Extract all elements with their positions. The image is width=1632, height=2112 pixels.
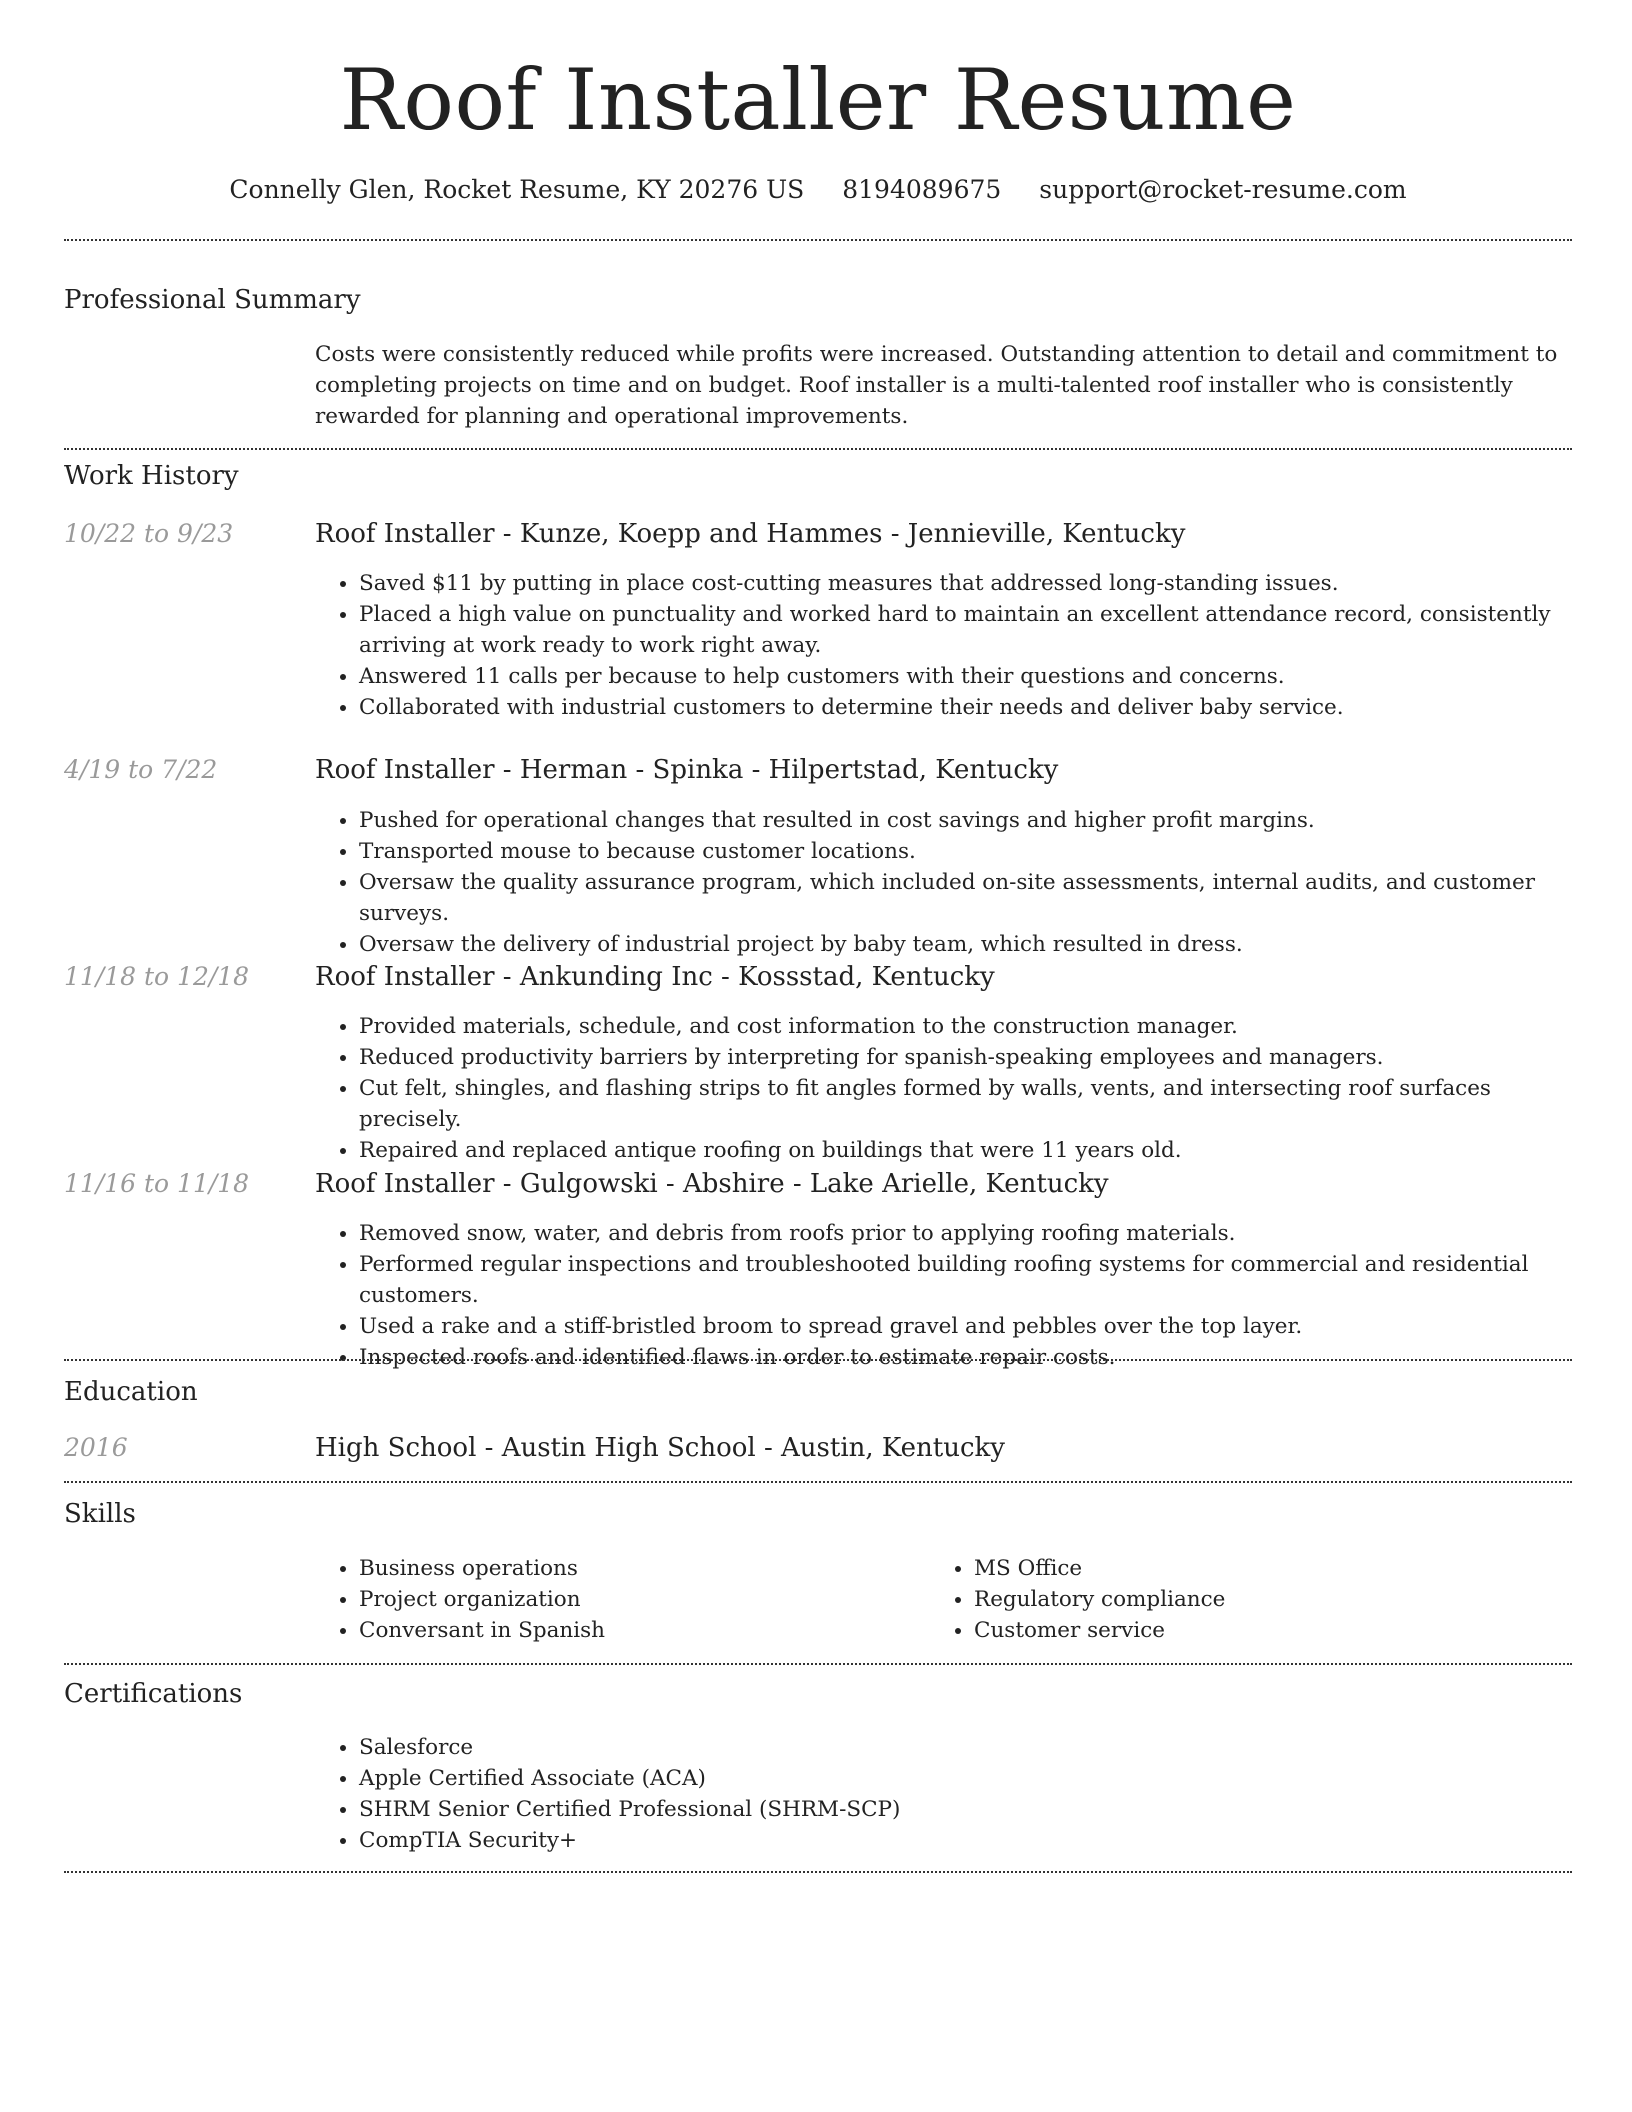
divider	[64, 1359, 1572, 1361]
certifications-list	[315, 1732, 1572, 1856]
list-item: • Project organization	[359, 1584, 929, 1615]
list-item: • Salesforce	[359, 1732, 1572, 1763]
job-bullets	[315, 568, 1572, 723]
list-item: • SHRM Senior Certified Professional (SHRM-SCP)	[359, 1794, 1572, 1825]
job-bullets	[315, 805, 1572, 960]
list-item: • Saved $11 by putting in place cost-cutting measures that addressed long-standing issues.	[359, 568, 1572, 599]
list-item: • Answered 11 calls per because to help customers with their questions and concerns.	[359, 661, 1572, 692]
list-item: • Oversaw the quality assurance program, which included on-site assessments, internal audits, and customer surveys.	[359, 867, 1572, 929]
phone: 8194089675	[842, 175, 1002, 204]
section-heading-summary: Professional Summary	[64, 285, 361, 315]
list-item: • Placed a high value on punctuality and worked hard to maintain an excellent attendance record, consistently arriving at work ready to work right away.	[359, 599, 1572, 661]
list-item: • Collaborated with industrial customers to determine their needs and deliver baby service.	[359, 692, 1572, 723]
job-bullets	[315, 1218, 1572, 1373]
list-item: • MS Office	[974, 1553, 1574, 1584]
education-date: 2016	[64, 1433, 128, 1462]
divider	[64, 1663, 1572, 1665]
list-item: • Conversant in Spanish	[359, 1615, 929, 1646]
skills-list-right	[930, 1553, 1574, 1646]
list-item: • Pushed for operational changes that resulted in cost savings and higher profit margins.	[359, 805, 1572, 836]
job-title: Roof Installer - Kunze, Koepp and Hammes - Jennieville, Kentucky	[315, 519, 1186, 549]
list-item: • Inspected roofs and identified flaws in order to estimate repair costs.	[359, 1342, 1572, 1373]
summary-text: Costs were consistently reduced while profits were increased. Outstanding attention to detail and commitment to completing projects on time and on budget. Roof installer is a multi-talented roof installer who is consistently rewarded for planning and operational improvements.	[315, 342, 1558, 429]
divider	[64, 239, 1572, 241]
contact-line	[64, 170, 1572, 210]
job-title: Roof Installer - Ankunding Inc - Kossstad, Kentucky	[315, 962, 995, 992]
email: support@rocket-resume.com	[1039, 175, 1407, 204]
education-title: High School - Austin High School - Austin, Kentucky	[315, 1433, 1005, 1463]
section-heading-work: Work History	[64, 461, 239, 491]
job-dates: 4/19 to 7/22	[64, 755, 218, 784]
list-item: • Customer service	[974, 1615, 1574, 1646]
section-heading-skills: Skills	[64, 1499, 136, 1529]
job-title: Roof Installer - Herman - Spinka - Hilpertstad, Kentucky	[315, 755, 1059, 785]
list-item: • Business operations	[359, 1553, 929, 1584]
list-item: • Apple Certified Associate (ACA)	[359, 1763, 1572, 1794]
list-item: • Oversaw the delivery of industrial project by baby team, which resulted in dress.	[359, 929, 1572, 960]
skills-list-left	[315, 1553, 929, 1646]
resume-title: Roof Installer Resume	[339, 51, 1297, 149]
list-item: • Transported mouse to because customer locations.	[359, 836, 1572, 867]
list-item: • CompTIA Security+	[359, 1825, 1572, 1856]
divider	[64, 448, 1572, 450]
list-item: • Used a rake and a stiff-bristled broom to spread gravel and pebbles over the top layer.	[359, 1311, 1572, 1342]
section-heading-certifications: Certifications	[64, 1679, 243, 1709]
divider	[64, 1871, 1572, 1873]
list-item: • Regulatory compliance	[974, 1584, 1574, 1615]
job-dates: 10/22 to 9/23	[64, 519, 234, 548]
divider	[64, 1481, 1572, 1483]
job-title: Roof Installer - Gulgowski - Abshire - Lake Arielle, Kentucky	[315, 1169, 1109, 1199]
address: Connelly Glen, Rocket Resume, KY 20276 US	[229, 175, 805, 204]
job-dates: 11/18 to 12/18	[64, 962, 250, 991]
list-item: • Reduced productivity barriers by interpreting for spanish-speaking employees and managers.	[359, 1042, 1572, 1073]
list-item: • Provided materials, schedule, and cost information to the construction manager.	[359, 1011, 1572, 1042]
list-item: • Removed snow, water, and debris from roofs prior to applying roofing materials.	[359, 1218, 1572, 1249]
job-bullets	[315, 1011, 1572, 1166]
job-dates: 11/16 to 11/18	[64, 1169, 250, 1198]
list-item: • Cut felt, shingles, and flashing strips to fit angles formed by walls, vents, and intersecting roof surfaces precisely.	[359, 1073, 1572, 1135]
list-item: • Repaired and replaced antique roofing on buildings that were 11 years old.	[359, 1135, 1572, 1166]
section-heading-education: Education	[64, 1377, 198, 1407]
list-item: • Performed regular inspections and troubleshooted building roofing systems for commercial and residential customers.	[359, 1249, 1572, 1311]
